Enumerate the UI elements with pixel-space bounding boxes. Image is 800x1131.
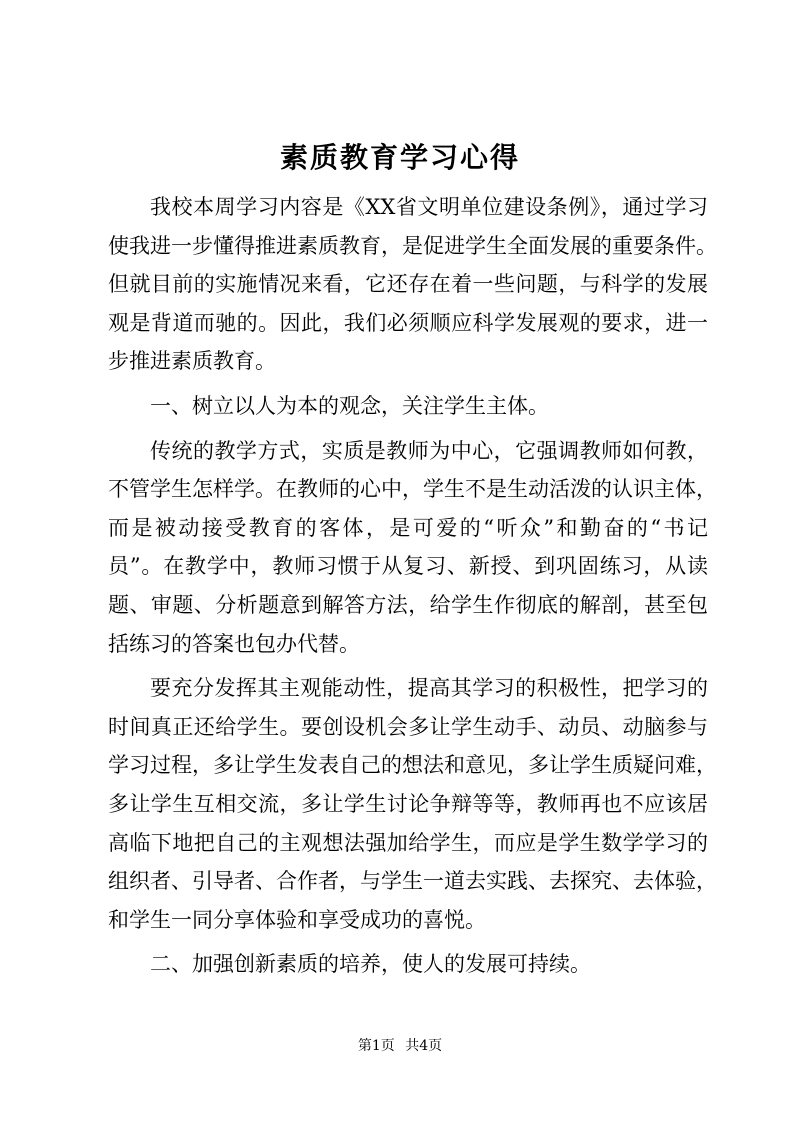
text-line: 要充分发挥其主观能动性，提高其学习的积极性，把学习的 (150, 676, 708, 701)
document-title: 素质教育学习心得 (279, 141, 520, 174)
text-line: 我校本周学习内容是《XX省文明单位建设条例》，通过学习 (150, 195, 708, 219)
page-total: 共4页 (405, 1038, 443, 1054)
text-line: 时间真正还给学生。要创设机会多让学生动手、动员、动脑参与 (108, 714, 708, 739)
text-line: 使我进一步懂得推进素质教育，是促进学生全面发展的重要条件。 (108, 233, 717, 258)
text-line: 二、加强创新素质的培养，使人的发展可持续。 (150, 952, 591, 977)
text-line: 和学生一同分享体验和享受成功的喜悦。 (108, 907, 486, 932)
text-line: 传统的教学方式，实质是教师为中心，它强调教师如何教， (150, 438, 708, 463)
text-line: 题、审题、分析题意到解答方法，给学生作彻底的解剖，甚至包 (108, 592, 708, 617)
page-footer (0, 1036, 800, 1056)
section-heading (108, 387, 708, 426)
text-line: 步推进素质教育。 (108, 349, 276, 374)
text-line: 但就目前的实施情况来看，它还存在着一些问题，与科学的发展 (108, 272, 708, 297)
paragraph (108, 188, 717, 381)
text-line: 组织者、引导者、合作者，与学生一道去实践、去探究、去体验， (108, 869, 717, 894)
text-line: 一、树立以人为本的观念，关注学生主体。 (150, 393, 549, 418)
text-line: 而是被动接受教育的客体，是可爱的“听众”和勤奋的“书记 (108, 515, 708, 540)
document-body (108, 188, 717, 984)
text-line: 员”。在教学中，教师习惯于从复习、新授、到巩固练习，从读 (108, 554, 708, 579)
page-number: 第1页 (357, 1038, 395, 1054)
paragraph (108, 669, 717, 939)
paragraph (108, 432, 717, 664)
text-line: 不管学生怎样学。在教师的心中，学生不是生动活泼的认识主体， (108, 477, 717, 502)
section-heading (108, 945, 708, 984)
text-line: 多让学生互相交流，多让学生讨论争辩等等，教师再也不应该居 (108, 791, 708, 816)
text-line: 观是背道而驰的。因此，我们必须顺应科学发展观的要求，进一 (108, 310, 708, 335)
text-line: 高临下地把自己的主观想法强加给学生，而应是学生数学学习的 (108, 830, 708, 855)
text-line: 学习过程，多让学生发表自己的想法和意见，多让学生质疑问难， (108, 753, 717, 778)
text-line: 括练习的答案也包办代替。 (108, 631, 360, 656)
